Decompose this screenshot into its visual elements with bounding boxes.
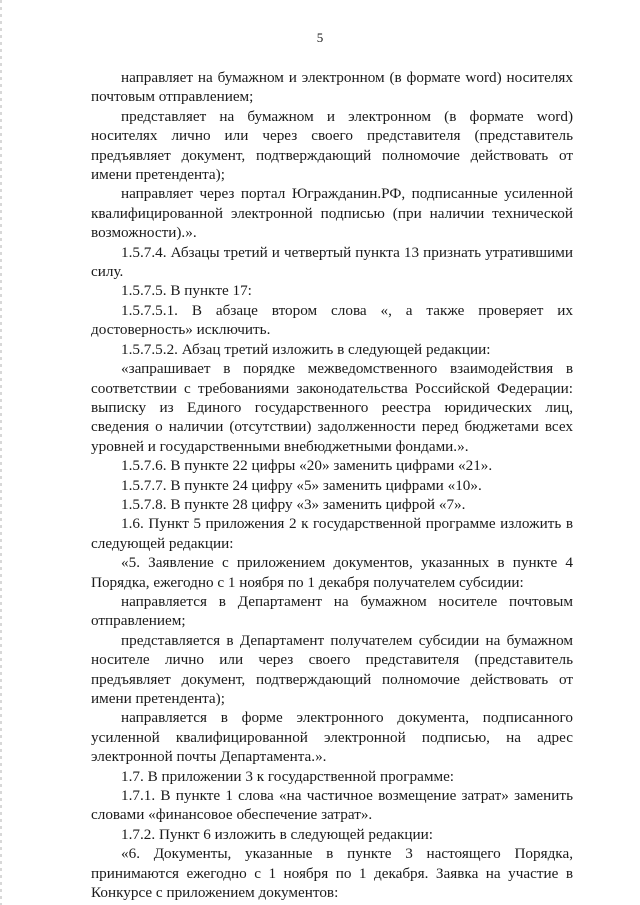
paragraph: 1.5.7.5.2. Абзац третий изложить в следующей редакции: [121, 340, 491, 358]
document-body [91, 68, 573, 902]
paragraph: «запрашивает в порядке межведомственного взаимодействия в соответствии с требованиями законодательства Российской Федерации: выписку из Единого государственного реестра юридических лиц, сведения о наличии (отсутствии) задолженности перед бюджетами всех уровней и государственными внебюджетными фондами.». [91, 360, 573, 455]
paragraph: 1.5.7.5.1. В абзаце втором слова «, а также проверяет их достоверность» исключить. [91, 301, 573, 339]
paragraph: «5. Заявление с приложением документов, указанных в пункте 4 Порядка, ежегодно с 1 ноября по 1 декабря получателем субсидии: [91, 554, 573, 591]
paragraph: направляет через портал Югражданин.РФ, подписанные усиленной квалифицированной электронной подписью (при наличии технической возможности).». [91, 185, 573, 242]
paragraph: представляет на бумажном и электронном (в формате word) носителях лично или через своего представителя (представитель предъявляет документ, подтверждающий полномочие действовать от имени претендента); [91, 107, 573, 184]
scan-edge-artifact [0, 0, 2, 905]
page-number: 5 [316, 30, 324, 45]
paragraph: 1.5.7.6. В пункте 22 цифры «20» заменить цифрами «21». [121, 457, 493, 475]
paragraph: 1.7. В приложении 3 к государственной программе: [121, 767, 455, 785]
paragraph: 1.6. Пункт 5 приложения 2 к государственной программе изложить в следующей редакции: [91, 515, 573, 552]
paragraph: 1.5.7.5. В пункте 17: [121, 282, 252, 300]
paragraph: направляет на бумажном и электронном (в формате word) носителях почтовым отправлением; [91, 69, 573, 106]
paragraph: 1.5.7.7. В пункте 24 цифру «5» заменить цифрами «10». [121, 476, 482, 494]
paragraph: представляется в Департамент получателем субсидии на бумажном носителе лично или через своего представителя (представитель предъявляет документ, подтверждающий полномочие действовать от имени претендента); [91, 631, 573, 707]
paragraph: 1.7.1. В пункте 1 слова «на частичное возмещение затрат» заменить словами «финансовое обеспечение затрат». [91, 787, 573, 824]
paragraph: «6. Документы, указанные в пункте 3 настоящего Порядка, принимаются ежегодно с 1 ноября по 1 декабря. Заявка на участие в Конкурсе с приложением документов: [91, 845, 573, 902]
paragraph: направляется в Департамент на бумажном носителе почтовым отправлением; [91, 592, 573, 630]
paragraph: 1.7.2. Пункт 6 изложить в следующей редакции: [121, 825, 434, 843]
paragraph: направляется в форме электронного документа, подписанного усиленной квалифицированной электронной подписью, на адрес электронной почты Департамента.». [91, 709, 573, 766]
paragraph: 1.5.7.4. Абзацы третий и четвертый пункта 13 признать утратившими силу. [91, 243, 573, 281]
paragraph: 1.5.7.8. В пункте 28 цифру «3» заменить цифрой «7». [121, 495, 466, 513]
